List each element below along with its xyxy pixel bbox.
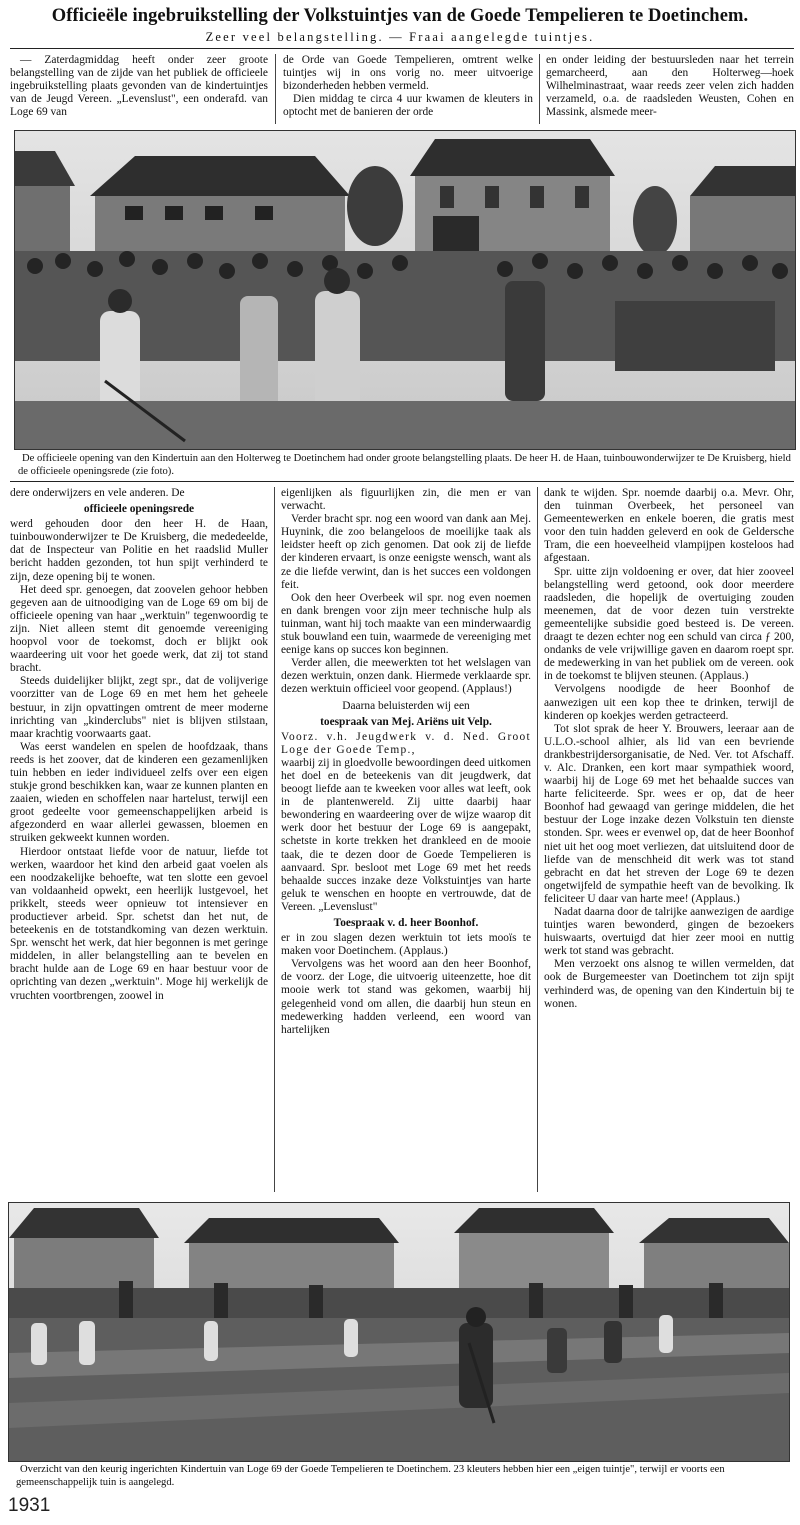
body-paragraph: Vervolgens noodigde de heer Boonhof de aanwezigen uit een kop thee te drinken, terwijl de kinderen op koekjes werden getracteerd.: [544, 683, 794, 722]
body-paragraph: dank te wijden. Spr. noemde daarbij o.a. Mevr. Ohr, den tuinman Overbeek, het personeel van Gemeentewerken en enkele boeren, die gratis mest voor den tuin hadden geleverd en ook de Geldersche Tram, die een hoeveelheid vlampijpen kosteloos had afgestaan.: [544, 487, 794, 565]
body-column-2: [281, 487, 531, 1197]
body-paragraph: Verder bracht spr. nog een woord van dank aan Mej. Huynink, die zoo belangeloos de moeilijke taak als leidster heeft op zich genomen. Dat ook zij de liefde der kinderen ervaart, is onze eenigste wensch, want als ze die liefde verwint, dan is het succes een voldongen feit.: [281, 513, 531, 591]
intro-paragraph: de Orde van Goede Tempelieren, omtrent welke tuintjes wij in ons vorig no. meer uitvoerige bizonderheden hebben vermeld.: [283, 54, 533, 93]
body-column-1: [10, 487, 268, 1197]
article-headline: Officieële ingebruikstelling der Volkstuintjes van de Goede Tempelieren te Doetinchem.: [51, 6, 749, 26]
kindertuin-overview-illustration: [9, 1203, 789, 1461]
body-paragraph: waarbij zij in gloedvolle bewoordingen deed uitkomen het doel en de beteekenis van dit jeugdwerk, dat beoogt liefde aan te kweeken voor alles wat leeft, ook in de plantenwereld. Zij uitte daarbij haar bewondering en waardeering over de wijze waarop dit werk door het bestuur der Loge 69 is aangepakt, schetste in korte trekken het drankleed en de mooie taak, die te dezen door de Goede Tempelieren is aanvaard. Spr. besloot met Loge 69 met het reeds behaalde succes inzake deze Volkstuintjes van harte geluk te wenschen en hoopte en vertrouwde, dat de Vereen. „Levenslust": [281, 756, 531, 913]
column-divider: [274, 487, 275, 1192]
body-paragraph: Ook den heer Overbeek wil spr. nog even noemen en dank brengen voor zijn meer technische hulp als tuinman, want hij toch maakte van een minderwaardig stuk bouwland een tuin, waarmede de vereeniging met eenige kans op succes kon beginnen.: [281, 591, 531, 657]
intro-column-3: [546, 54, 794, 126]
photo1-caption: De officieele opening van den Kindertuin aan den Holterweg te Doetinchem had onder groote belangstelling plaats. De heer H. de Haan, tuinbouwonderwijzer te De Kruisberg, hield de officieele openingsrede (zie foto).: [18, 453, 791, 477]
column-divider: [539, 54, 540, 124]
intro-column-2: [283, 54, 533, 126]
intro-paragraph: Dien middag te circa 4 uur kwamen de kleuters in optocht met de banieren der orde: [283, 93, 533, 119]
body-paragraph: Daarna beluisterden wij een: [342, 699, 470, 712]
section-rule: [10, 481, 794, 482]
header-rule: [10, 48, 794, 49]
photo2-caption: Overzicht van den keurig ingerichten Kindertuin van Loge 69 der Goede Tempelieren te Doetinchem. 23 kleuters hebben hier een „eigen tuintje", terwijl er voorts een gemeenschappelijk tuin is aangelegd.: [16, 1464, 725, 1488]
body-paragraph: Vervolgens was het woord aan den heer Boonhof, de voorz. der Loge, die uitvoerig uiteenzette, hoe dit mooie werk tot stand was gekomen, waarbij hij gelegenheid vond om allen, die daarbij hun steun en medewerking hadden verleend, een woord van hartelijken: [281, 958, 531, 1036]
article-subhead: Zeer veel belangstelling. — Fraai aangelegde tuintjes.: [205, 30, 595, 44]
body-paragraph: Het deed spr. genoegen, dat zoovelen gehoor hebben gegeven aan de uitnoodiging van de Loge 69 om bij de officieele opening van haar „werktuin" tegenwoordig te zijn. Niet alleen stemt dit genoemde vereeniging hoopvol voor de toekomst, doch er blijkt ook waardeering uit voor het goede werk, dat zij tot stand bracht.: [10, 583, 268, 675]
subheading-affiliation: Voorz. v.h. Jeugdwerk v. d. Ned. Groot Loge der Goede Temp.,: [281, 730, 531, 756]
subheading-arien: toespraak van Mej. Ariëns uit Velp.: [320, 715, 492, 728]
body-paragraph: Tot slot sprak de heer Y. Brouwers, leeraar aan de U.L.O.-school alhier, als lid van een bevriende drankbestrijdersorganisatie, de Ned. Ver. tot Afschaff. v. Alc. Dranken, een kort maar sympathiek woord, waarbij hij de Loge 69 met het behaalde succes van harte feliciteerde. Spr. wees er op, dat de heer Boonhof had gewaagd van geringe middelen, die het bestuur der Loge inzake dezen Volkstuin ten dienste stonden. Spr. wees er evenwel op, dat de heer Boonhof niet uit het oog moet verliezen, dat uitsluitend door de liefde van de menschheid dit werk was tot stand gebracht en dat het streven der Loge 69 te dezen ongetwijfeld de sympathie heeft van de bevolking. Ik feliciteer U daar van harte mee! (Applaus.): [544, 722, 794, 905]
column-divider: [537, 487, 538, 1192]
body-paragraph: Was eerst wandelen en spelen de hoofdzaak, thans reeds is het zoover, dat de kinderen een gezamenlijken tuin hebben en ieder individueel zelfs over een eigen stukje grond beschikken kan, waar ze kunnen planten en zaaien, wieden en schoffelen naar hartelust, terwijl een groot gedeelte voor gemeenschappelijken arbeid is afgezonderd en waar allerlei gewassen, bloemen en struiken gekweekt kunnen worden.: [10, 740, 268, 845]
body-column-3: [544, 487, 794, 1197]
body-paragraph: Steeds duidelijker blijkt, zegt spr., dat de volijverige voorzitter van de Loge 69 en met hem het geheele bestuur, in zijn opvattingen omtrent de meer moderne inrichting van „kinderclubs" niet is blijven stilstaan, maar krachtig voorwaarts gaat.: [10, 675, 268, 740]
subheading-openingsrede: officieele openingsrede: [83, 503, 195, 516]
publication-year: 1931: [8, 1495, 51, 1516]
column-divider: [275, 54, 276, 124]
body-paragraph: Hierdoor ontstaat liefde voor de natuur, liefde tot werken, waardoor het kind den arbeid gaat voelen als een noodzakelijke behoefte, wat ten slotte een gevoel van voldaanheid opwekt, een heerlijk lustgevoel, het prikkelt, steeds weer opnieuw tot intensiever en productiever arbeid. Spr. schetst dan het nut, de beteekenis en de totstandkoming van dezen werktuin. Spr. wenscht het werk, dat hier begonnen is met geringe middelen, in aller belangstelling aan te bevelen en bracht hulde aan de Loge 69 en haar bestuur voor de oprichting van dezen „werktuin". Moge hij werkelijk de vruchten voortbrengen, zoowel in: [10, 845, 268, 1002]
body-paragraph: Verder allen, die meewerkten tot het welslagen van dezen werktuin, onzen dank. Hiermede verklaarde spr. dezen werktuin officieel voor geopend. (Applaus!): [281, 657, 531, 696]
body-paragraph: Nadat daarna door de talrijke aanwezigen de aardige tuintjes waren bewonderd, gingen de bezoekers huiswaarts, overtuigd dat hier zeer mooi en nuttig werk tot stand was gebracht.: [544, 906, 794, 958]
intro-paragraph: — Zaterdagmiddag heeft onder zeer groote belangstelling van de zijde van het publiek de officieele ingebruikstelling plaats gevonden van de kindertuintjes van de Jeugd Vereen. „Levenslust", een onderafd. van Loge 69 van: [10, 54, 268, 119]
body-paragraph: er in zou slagen dezen werktuin tot iets mooïs te maken voor Doetinchem. (Applaus.): [281, 932, 531, 958]
body-paragraph: eigenlijken als figuurlijken zin, die men er van verwacht.: [281, 487, 531, 513]
intro-paragraph: en onder leiding der bestuursleden naar het terrein gemarcheerd, aan den Holterweg—hoek Wilhelminastraat, waar reeds zeer velen zich hadden verzameld, o.a. de raadsleden Weusten, Cohen en Massink, alsmede meer-: [546, 54, 794, 119]
body-paragraph: dere onderwijzers en vele anderen. De: [10, 487, 185, 499]
opening-ceremony-illustration: [15, 131, 795, 449]
kindertuin-overview-photo: [8, 1202, 790, 1462]
intro-column-1: [10, 54, 268, 126]
body-paragraph: Men verzoekt ons alsnog te willen vermelden, dat ook de Burgemeester van Doetinchem tot zijn spijt verhinderd was, de opening van den Kindertuin bij te wonen.: [544, 958, 794, 1010]
body-paragraph: Spr. uitte zijn voldoening er over, dat hier zooveel belangstelling werd getoond, ook door meerdere raadsleden, die hopelijk de overtuiging zouden meenemen, dat de voor dezen tuin verstrekte gemeentelijke subsidie goed besteed is. De vereen. draagt te dezen echter nog een schuld van circa ƒ 200, ondanks de vele vrijwillige gaven en daarom roept spr. de medewerking in van het publiek om de vereen. ook in de toekomst te blijven steunen. (Applaus.): [544, 565, 794, 683]
opening-ceremony-photo: [14, 130, 796, 450]
subheading-boonhof: Toespraak v. d. heer Boonhof.: [333, 917, 479, 929]
body-paragraph: werd gehouden door den heer H. de Haan, tuinbouwonderwijzer te De Kruisberg, die mededeelde, dat de Inspecteur van Politie en het raadslid Muller bericht hadden gezonden, tot hun spijt verhinderd te zijn, deze opening bij te wonen.: [10, 518, 268, 583]
